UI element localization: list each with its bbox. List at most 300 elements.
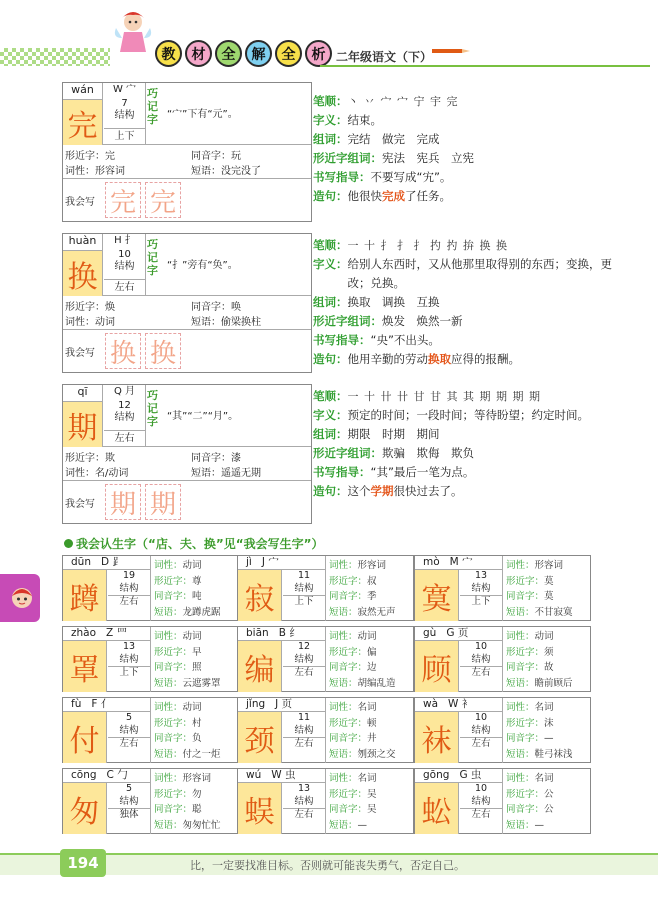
character: 换 <box>63 251 103 296</box>
similar-words: 宪法 宪兵 立宪 <box>382 151 474 165</box>
char-meta <box>108 641 151 692</box>
initial: Z <box>106 627 114 639</box>
detail-key: 词性： <box>329 702 358 713</box>
structure: 左右 <box>471 738 491 749</box>
char-meta <box>104 234 146 296</box>
pinyin-row <box>63 627 151 641</box>
part-of-speech: 形容词 <box>534 560 564 571</box>
phrase: 寂然无声 <box>357 606 396 618</box>
structure: 左右 <box>294 667 314 678</box>
initial: G <box>446 627 455 639</box>
recognise-char-card <box>62 555 239 621</box>
pinyin-row <box>238 769 326 783</box>
structure: 左右 <box>104 279 145 296</box>
character: 编 <box>238 641 282 692</box>
part-of-speech: 形容词 <box>357 560 387 571</box>
structure-label: 结构 <box>108 654 150 667</box>
structure-label: 结构 <box>283 725 325 738</box>
practice-cell[interactable]: 完 <box>145 182 181 218</box>
phrase: — <box>357 819 368 831</box>
meaning: 结束。 <box>347 113 382 127</box>
stroke-count: 12 <box>297 641 311 652</box>
structure: 上下 <box>471 596 491 607</box>
part-of-speech: 形容词 <box>182 773 212 784</box>
character: 匆 <box>63 783 107 834</box>
pinyin: jǐng <box>246 698 266 710</box>
stroke-count: 13 <box>297 783 311 794</box>
detail-key: 词性： <box>154 631 183 642</box>
detail-key: 短语： <box>154 606 183 618</box>
detail-key: 词性： <box>506 631 535 642</box>
char-meta <box>460 641 503 692</box>
stroke-count: 5 <box>125 783 133 794</box>
char-info-panel <box>313 387 613 501</box>
pinyin: wú <box>246 769 262 781</box>
radical: 虫 <box>470 769 482 781</box>
detail-key: 词性： <box>506 702 535 713</box>
phrase: 匆匆忙忙 <box>182 819 221 831</box>
recognise-char-card <box>414 626 591 692</box>
practice-cell[interactable]: 完 <box>105 182 141 218</box>
initial: F <box>91 698 98 710</box>
phrase: 刎颈之交 <box>357 748 396 760</box>
title-char: 析 <box>305 40 332 67</box>
pinyin-row <box>238 627 326 641</box>
radical: 宀 <box>462 556 473 568</box>
recognise-char-card <box>62 626 239 692</box>
part-of-speech: 动词 <box>182 702 202 713</box>
pinyin-row <box>415 769 503 783</box>
word-group: 期限 时期 期间 <box>347 427 440 441</box>
info-key: 形近字组词： <box>313 151 382 165</box>
radical: 扌 <box>124 235 135 246</box>
homophone: 季 <box>367 591 377 602</box>
info-key: 造句： <box>313 352 348 366</box>
char-meta <box>460 570 503 621</box>
similar-char: 须 <box>544 646 554 658</box>
detail-key: 形近字： <box>506 575 545 587</box>
pinyin: fù <box>71 698 82 710</box>
stroke-count: 10 <box>474 712 488 723</box>
initial: M <box>449 556 459 568</box>
char-details <box>329 629 396 691</box>
sentence-highlight: 完成 <box>382 189 405 203</box>
character: 蚣 <box>415 783 459 834</box>
title-char: 全 <box>275 40 302 67</box>
memory-tip-label: 巧记字 <box>147 87 158 126</box>
pinyin: wà <box>423 698 439 710</box>
detail-key: 短语： <box>154 748 183 760</box>
practice-row <box>63 330 311 372</box>
structure-label: 结构 <box>460 796 502 809</box>
initial: W <box>271 769 282 781</box>
structure-label: 结构 <box>108 583 150 596</box>
recognise-char-card <box>237 697 414 763</box>
part-of-speech: 动词 <box>182 560 202 571</box>
pinyin-row <box>63 698 151 712</box>
stroke-count: 13 <box>474 570 488 581</box>
info-key: 形近字组词： <box>313 446 382 460</box>
similar-words: 欺骗 欺侮 欺负 <box>382 446 474 460</box>
radical: 亻 <box>100 698 112 710</box>
memory-tip: “扌”旁有“奂”。 <box>167 260 238 271</box>
write-char-card <box>62 384 312 524</box>
recognise-char-card <box>237 768 414 834</box>
char-details <box>506 771 554 833</box>
practice-row <box>63 179 311 221</box>
stroke-count: 11 <box>297 570 311 581</box>
detail-key: 同音字： <box>506 662 545 673</box>
initial: D <box>101 556 110 568</box>
stroke-count: 5 <box>125 712 133 723</box>
radical: 纟 <box>289 627 300 639</box>
sentence-part: 他很快 <box>347 189 382 203</box>
stroke-order: 丶 丷 宀 宀 宁 宇 完 <box>347 95 459 108</box>
radical: 罒 <box>116 627 128 639</box>
detail-key: 同音字： <box>329 804 368 815</box>
pinyin: gù <box>423 627 437 639</box>
similar-char: 早 <box>192 646 202 658</box>
character: 蜈 <box>238 783 282 834</box>
detail-key: 形近字： <box>154 575 193 587</box>
info-key: 造句： <box>313 484 348 498</box>
page-header <box>0 0 658 70</box>
detail-key: 形近字： <box>329 788 368 800</box>
pinyin: huàn <box>63 234 103 251</box>
homophone: 照 <box>192 662 202 673</box>
recognise-char-card <box>414 555 591 621</box>
char-meta <box>104 385 146 447</box>
initial: G <box>459 769 468 781</box>
recognise-char-card <box>414 697 591 763</box>
info-key: 笔顺： <box>313 389 348 403</box>
stroke-count: 19 <box>122 570 136 581</box>
example-sentence <box>348 350 521 369</box>
similar-char: 尊 <box>192 575 202 587</box>
checker-decoration <box>0 48 110 66</box>
character: 顾 <box>415 641 459 692</box>
detail-key: 同音字： <box>154 662 193 673</box>
char-meta <box>283 570 326 621</box>
practice-label: 我会写 <box>65 197 95 208</box>
similar-char: 莫 <box>544 575 554 587</box>
initial: C <box>106 769 114 781</box>
pinyin: qī <box>63 385 103 402</box>
similar-char: 吴 <box>367 788 377 800</box>
detail-key: 词性： <box>329 631 358 642</box>
detail-key: 短语： <box>329 677 358 689</box>
pinyin: jì <box>246 556 252 568</box>
detail-key: 短语： <box>506 677 535 689</box>
sentence-highlight: 换取 <box>428 352 451 366</box>
info-key: 字义： <box>313 257 348 271</box>
char-info-panel <box>313 236 613 369</box>
detail-key: 短语： <box>329 748 358 760</box>
practice-row <box>63 481 311 523</box>
recognise-section-title <box>64 535 324 552</box>
structure: 上下 <box>119 667 139 678</box>
similar-char: 形近字：焕 <box>65 302 115 313</box>
footer-motto: 比，一定要找准目标。否则就可能丧失勇气，否定自己。 <box>190 859 465 872</box>
detail-key: 短语： <box>154 819 183 831</box>
info-key: 组词： <box>313 132 348 146</box>
recognise-char-card <box>62 768 239 834</box>
char-meta <box>283 783 326 834</box>
char-meta <box>108 783 151 834</box>
character: 寞 <box>415 570 459 621</box>
memory-tip: “宀”下有“元”。 <box>167 109 238 120</box>
detail-key: 短语： <box>154 677 183 689</box>
recognise-char-card <box>414 768 591 834</box>
stroke-count: 7 <box>121 98 128 109</box>
mascot-face-icon <box>10 584 34 610</box>
structure: 左右 <box>119 738 139 749</box>
phrase: 短语：没完没了 <box>191 166 261 177</box>
pinyin: dūn <box>71 556 91 568</box>
structure-label: 结构 <box>460 725 502 738</box>
title-char: 全 <box>215 40 242 67</box>
phrase: 短语：偷梁换柱 <box>191 317 261 328</box>
detail-key: 词性： <box>329 560 358 571</box>
writing-guide: “其”最后一笔为点。 <box>370 465 475 479</box>
detail-key: 同音字： <box>506 733 545 744</box>
homophone: 公 <box>544 804 554 815</box>
initial: B <box>278 627 286 639</box>
similar-char: 偏 <box>367 646 377 658</box>
write-char-card <box>62 233 312 373</box>
stroke-count: 11 <box>297 712 311 723</box>
structure: 左右 <box>471 809 491 820</box>
stroke-order: 一 十 卄 卄 甘 甘 其 其 期 期 期 期 <box>347 390 541 403</box>
info-key: 书写指导： <box>313 170 371 184</box>
structure-label: 结构 <box>283 583 325 596</box>
character: 完 <box>63 100 103 145</box>
fairy-mascot-icon <box>112 8 154 56</box>
phrase: 云遮雾罩 <box>182 677 221 689</box>
initial: Q <box>113 386 122 397</box>
phrase: 短语：遥遥无期 <box>191 468 261 479</box>
similar-char: 公 <box>544 788 554 800</box>
detail-key: 词性： <box>154 702 183 713</box>
detail-key: 词性： <box>154 773 183 784</box>
char-meta <box>460 783 503 834</box>
homophone: 同音字：唤 <box>191 302 241 313</box>
word-group: 完结 做完 完成 <box>347 132 440 146</box>
detail-key: 同音字： <box>154 591 193 602</box>
structure-label: 结构 <box>283 796 325 809</box>
detail-key: 形近字： <box>154 717 193 729</box>
homophone: 负 <box>192 733 202 744</box>
part-of-speech: 动词 <box>182 631 202 642</box>
stroke-count: 10 <box>474 641 488 652</box>
structure: 左右 <box>104 430 145 447</box>
meaning: 给别人东西时，又从他那里取得别的东西；变换，更改；兑换。 <box>347 257 612 290</box>
character: 罩 <box>63 641 107 692</box>
part-of-speech: 词性：名/动词 <box>65 468 129 479</box>
sentence-part: 应得的报酬。 <box>451 352 520 366</box>
info-key: 组词： <box>313 427 348 441</box>
info-key: 笔顺： <box>313 238 348 252</box>
radical: 宀 <box>268 556 279 568</box>
detail-key: 短语： <box>506 606 535 618</box>
phrase: 鞋弓袜浅 <box>534 748 573 760</box>
char-details <box>506 558 573 620</box>
detail-key: 词性： <box>329 773 358 784</box>
sentence-part: 他用辛勤的劳动 <box>347 352 428 366</box>
phrase: 不甘寂寞 <box>534 606 573 618</box>
detail-key: 形近字： <box>329 717 368 729</box>
similar-char: 顿 <box>367 717 377 729</box>
info-key: 笔顺： <box>313 94 348 108</box>
memory-tip: “其”“二”“月”。 <box>167 411 239 422</box>
part-of-speech: 词性：动词 <box>65 317 115 328</box>
pinyin: zhào <box>71 627 97 639</box>
pinyin: wán <box>63 83 103 100</box>
title-char: 教 <box>155 40 182 67</box>
practice-cell[interactable]: 换 <box>145 333 181 369</box>
structure-label: 结构 <box>283 654 325 667</box>
detail-key: 同音字： <box>154 804 193 815</box>
char-details <box>329 558 396 620</box>
detail-key: 短语： <box>506 819 535 831</box>
homophone: 吨 <box>192 591 202 602</box>
practice-cell[interactable]: 换 <box>105 333 141 369</box>
stroke-count: 13 <box>122 641 136 652</box>
recognise-char-card <box>62 697 239 763</box>
structure-label: 结构 <box>460 583 502 596</box>
pinyin: mò <box>423 556 440 568</box>
practice-cell[interactable]: 期 <box>105 484 141 520</box>
radical: ⻊ <box>112 556 123 568</box>
radical: 月 <box>125 386 136 397</box>
homophone: 同音字：玩 <box>191 151 241 162</box>
detail-key: 短语： <box>329 819 358 831</box>
pinyin-row <box>63 769 151 783</box>
stroke-count: 10 <box>118 249 131 260</box>
structure-label: 结构 <box>114 110 135 121</box>
detail-key: 同音字： <box>506 804 545 815</box>
initial: J <box>261 556 265 568</box>
pinyin-row <box>415 627 503 641</box>
practice-cell[interactable]: 期 <box>145 484 181 520</box>
detail-key: 形近字： <box>154 788 193 800</box>
char-details <box>329 700 396 762</box>
structure-label: 结构 <box>114 261 135 272</box>
info-key: 组词： <box>313 295 348 309</box>
char-details <box>63 145 311 179</box>
homophone: 莫 <box>544 591 554 602</box>
pinyin: cōng <box>71 769 97 781</box>
detail-key: 短语： <box>329 606 358 618</box>
info-key: 造句： <box>313 189 348 203</box>
sentence-highlight: 学期 <box>370 484 394 498</box>
stroke-count: 10 <box>474 783 488 794</box>
info-key: 形近字组词： <box>313 314 382 328</box>
sentence-part: 很快过去了。 <box>393 484 463 498</box>
char-details <box>63 447 311 481</box>
recognise-char-card <box>237 626 414 692</box>
bullet-icon <box>64 539 73 548</box>
grade-subtitle: 二年级语文（下） <box>336 50 433 64</box>
char-details <box>506 700 573 762</box>
similar-char: 村 <box>192 717 202 729</box>
char-info-panel <box>313 92 613 206</box>
char-details <box>63 296 311 330</box>
structure-label: 结构 <box>108 725 150 738</box>
char-meta <box>104 83 146 145</box>
detail-key: 同音字： <box>329 591 368 602</box>
char-details <box>506 629 573 691</box>
detail-key: 形近字： <box>506 646 545 658</box>
part-of-speech: 词性：形容词 <box>65 166 125 177</box>
sentence-part: 这个 <box>347 484 371 498</box>
structure: 左右 <box>294 809 314 820</box>
structure: 左右 <box>294 738 314 749</box>
similar-char: 沫 <box>544 717 554 729</box>
writing-guide: 不要写成“宄”。 <box>370 170 452 184</box>
homophone: — <box>544 733 554 744</box>
detail-key: 词性： <box>154 560 183 571</box>
char-meta <box>108 570 151 621</box>
part-of-speech: 动词 <box>534 631 554 642</box>
practice-label: 我会写 <box>65 348 95 359</box>
char-details <box>154 558 221 620</box>
stroke-count: 12 <box>118 400 131 411</box>
phrase: 付之一炬 <box>182 748 221 760</box>
detail-key: 形近字： <box>154 646 193 658</box>
stroke-order: 一 十 扌 扌 扌 扚 扚 拚 换 换 <box>347 239 508 252</box>
char-meta <box>108 712 151 763</box>
meaning: 预定的时间；一段时间；等待盼望；约定时间。 <box>347 408 589 422</box>
character: 期 <box>63 402 103 447</box>
char-meta <box>283 712 326 763</box>
info-key: 书写指导： <box>313 333 371 347</box>
structure: 独体 <box>119 809 139 820</box>
word-group: 换取 调换 互换 <box>347 295 440 309</box>
phrase: 龙蹲虎踞 <box>182 606 221 618</box>
homophone: 井 <box>367 733 377 744</box>
example-sentence <box>348 187 452 206</box>
radical: 勹 <box>117 769 128 781</box>
radical: 页 <box>281 698 293 710</box>
pinyin: gōng <box>423 769 450 781</box>
char-details <box>329 771 377 833</box>
detail-key: 短语： <box>506 748 535 760</box>
writing-guide: “央”不出头。 <box>370 333 440 347</box>
part-of-speech: 名词 <box>357 773 377 784</box>
detail-key: 同音字： <box>506 591 545 602</box>
example-sentence <box>348 482 463 501</box>
radical: 页 <box>457 627 469 639</box>
pinyin: biān <box>246 627 269 639</box>
detail-key: 同音字： <box>329 733 368 744</box>
similar-char: 叔 <box>367 575 377 587</box>
homophone: 边 <box>367 662 377 673</box>
page-number: 194 <box>60 849 106 877</box>
structure: 左右 <box>471 667 491 678</box>
part-of-speech: 名词 <box>534 702 554 713</box>
side-tab[interactable] <box>0 574 40 622</box>
part-of-speech: 名词 <box>357 702 377 713</box>
character: 付 <box>63 712 107 763</box>
initial: W <box>448 698 459 710</box>
pinyin-row <box>415 698 503 712</box>
structure-label: 结构 <box>108 796 150 809</box>
similar-words: 焕发 焕然一新 <box>382 314 463 328</box>
detail-key: 形近字： <box>329 646 368 658</box>
pencil-icon <box>432 46 472 56</box>
recognise-char-card <box>237 555 414 621</box>
